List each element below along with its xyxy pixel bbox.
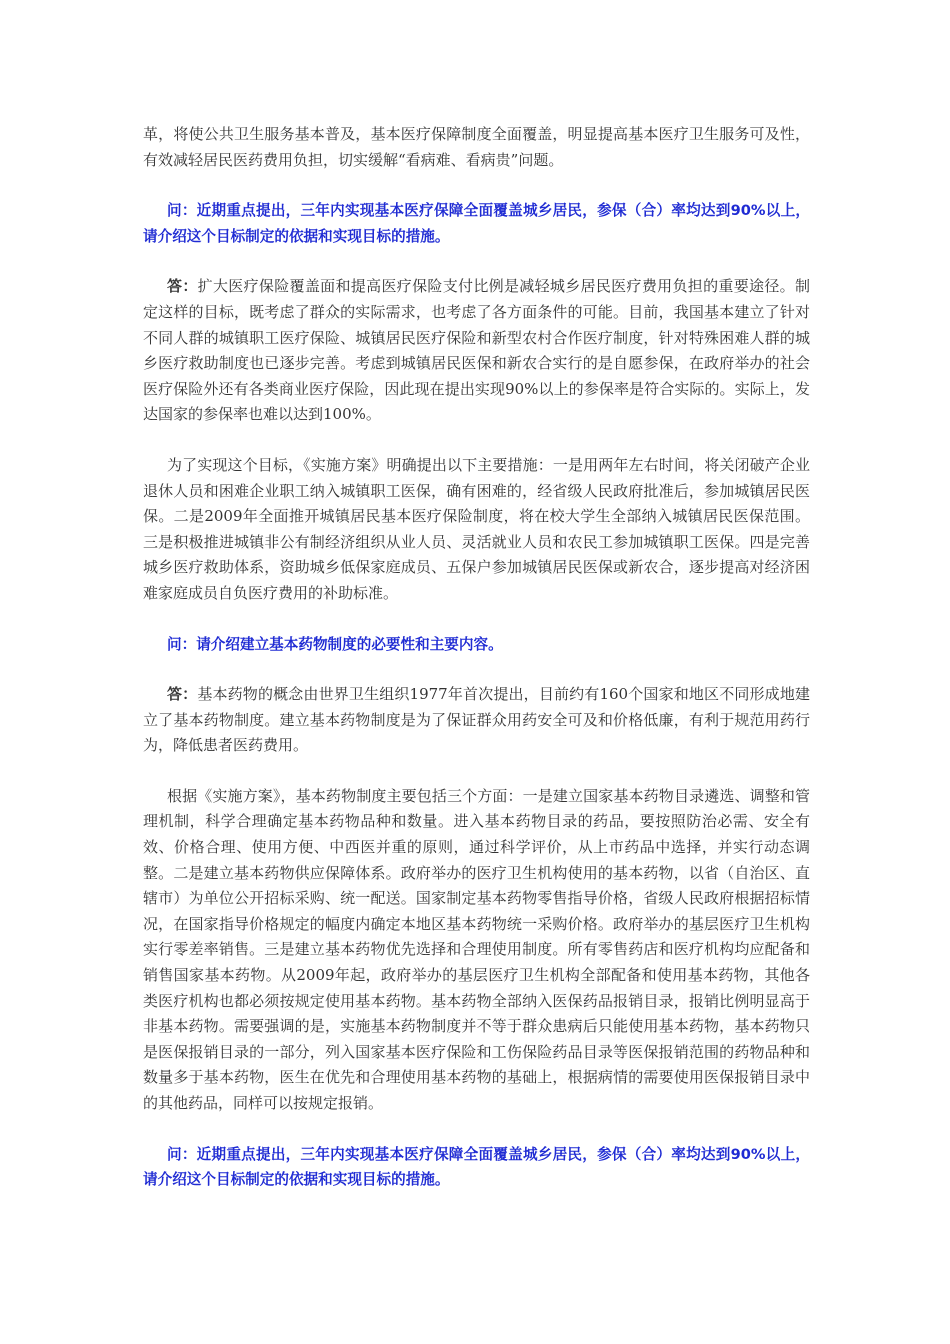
body-paragraph: 革，将使公共卫生服务基本普及，基本医疗保障制度全面覆盖，明显提高基本医疗卫生服务可及性，有效减轻居民医药费用负担，切实缓解“看病难、看病贵”问题。 (143, 125, 810, 169)
question-heading: 问：近期重点提出，三年内实现基本医疗保障全面覆盖城乡居民，参保（合）率均达到90%以上，请介绍这个目标制定的依据和实现目标的措施。 (143, 202, 810, 245)
body-paragraph: 为了实现这个目标，《实施方案》明确提出以下主要措施：一是用两年左右时间，将关闭破产企业退休人员和困难企业职工纳入城镇职工医保，确有困难的，经省级人民政府批准后，参加城镇居民医保。二是2009年全面推开城镇居民基本医疗保险制度，将在校大学生全部纳入城镇居民医保范围。三是积极推进城镇非公有制经济组织从业人员、灵活就业人员和农民工参加城镇职工医保。四是完善城乡医疗救助体系，资助城乡低保家庭成员、五保户参加城镇居民医保或新农合，逐步提高对经济困难家庭成员自负医疗费用的补助标准。 (143, 455, 810, 602)
answer-label: 答： (167, 685, 198, 704)
answer-paragraph (143, 274, 810, 428)
answer-text: 基本药物的概念由世界卫生组织1977年首次提出，目前约有160个国家和地区不同形成地建立了基本药物制度。建立基本药物制度是为了保证群众用药安全可及和价格低廉，有利于规范用药行为，降低患者医药费用。 (143, 685, 810, 755)
body-paragraph: 根据《实施方案》，基本药物制度主要包括三个方面：一是建立国家基本药物目录遴选、调整和管理机制，科学合理确定基本药物品种和数量。进入基本药物目录的药品，要按照防治必需、安全有效、价格合理、使用方便、中西医并重的原则，通过科学评价，从上市药品中选择，并实行动态调整。二是建立基本药物供应保障体系。政府举办的医疗卫生机构使用的基本药物，以省（自治区、直辖市）为单位公开招标采购、统一配送。国家制定基本药物零售指导价格，省级人民政府根据招标情况，在国家指导价格规定的幅度内确定本地区基本药物统一采购价格。政府举办的基层医疗卫生机构实行零差率销售。三是建立基本药物优先选择和合理使用制度。所有零售药店和医疗机构均应配备和销售国家基本药物。从2009年起，政府举办的基层医疗卫生机构全部配备和使用基本药物，其他各类医疗机构也都必须按规定使用基本药物。基本药物全部纳入医保药品报销目录，报销比例明显高于非基本药物。需要强调的是，实施基本药物制度并不等于群众患病后只能使用基本药物，基本药物只是医保报销目录的一部分，列入国家基本医疗保险和工伤保险药品目录等医保报销范围的药物品种和数量多于基本药物，医生在优先和合理使用基本药物的基础上，根据病情的需要使用医保报销目录中的其他药品，同样可以按规定报销。 (143, 786, 810, 1112)
answer-paragraph (143, 682, 810, 759)
answer-text: 扩大医疗保险覆盖面和提高医疗保险支付比例是减轻城乡居民医疗费用负担的重要途径。制定这样的目标，既考虑了群众的实际需求，也考虑了各方面条件的可能。目前，我国基本建立了针对不同人群的城镇职工医疗保险、城镇居民医疗保险和新型农村合作医疗制度，针对特殊困难人群的城乡医疗救助制度也已逐步完善。考虑到城镇居民医保和新农合实行的是自愿参保，在政府举办的社会医疗保险外还有各类商业医疗保险，因此现在提出实现90%以上的参保率是符合实际的。实际上，发达国家的参保率也难以达到100%。 (143, 277, 810, 424)
question-heading: 问：近期重点提出，三年内实现基本医疗保障全面覆盖城乡居民，参保（合）率均达到90%以上，请介绍这个目标制定的依据和实现目标的措施。 (143, 1145, 810, 1189)
document-page (143, 122, 810, 1218)
answer-label: 答： (167, 277, 198, 296)
question-heading: 问：请介绍建立基本药物制度的必要性和主要内容。 (167, 635, 503, 653)
